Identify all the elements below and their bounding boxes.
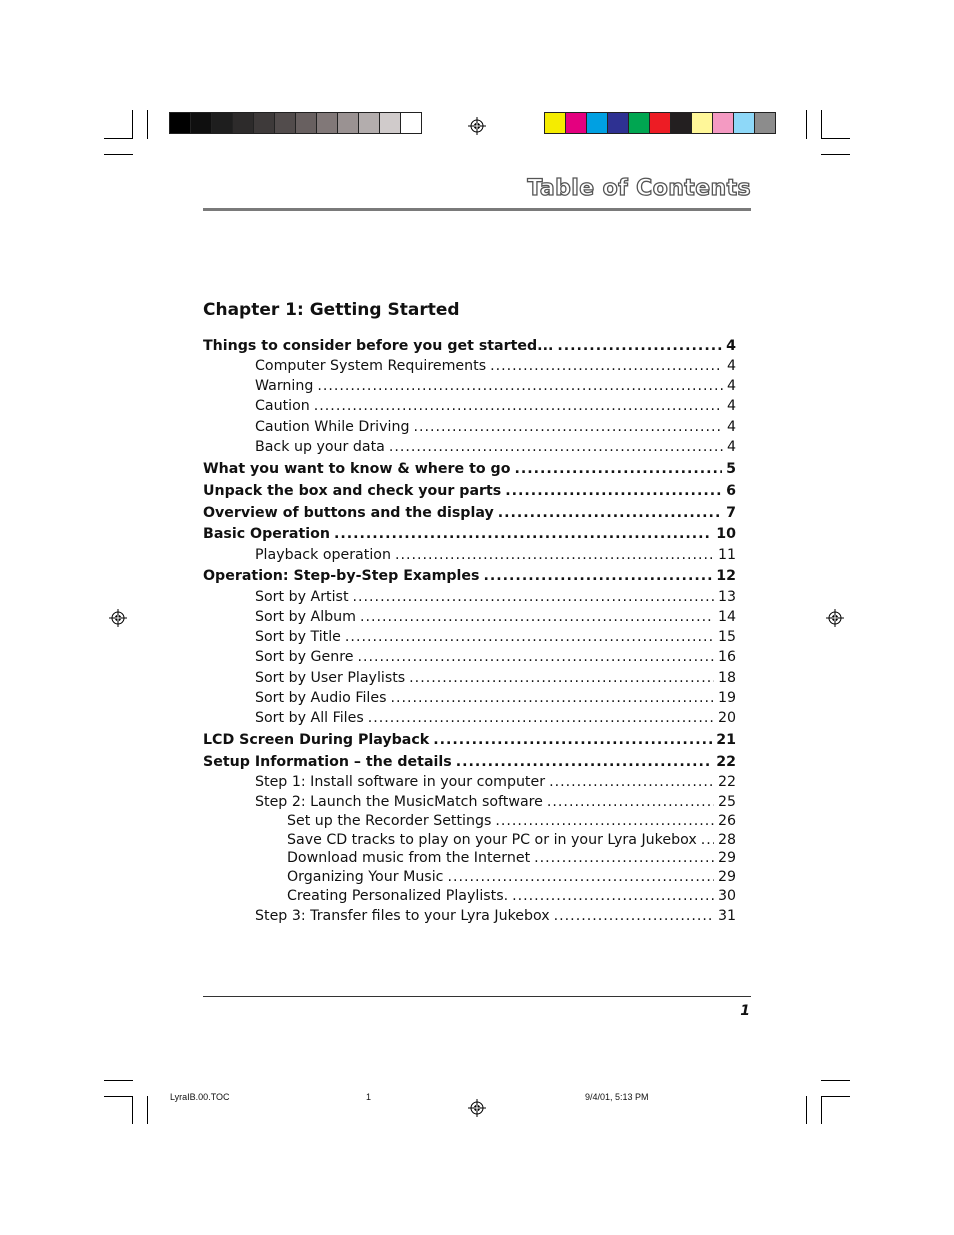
toc-entry: [255, 376, 736, 396]
color-swatch: [338, 113, 359, 133]
color-swatch: [713, 113, 734, 133]
toc-entry: [255, 607, 736, 627]
toc-entry-title: What you want to know & where to go: [203, 461, 511, 477]
color-swatch: [671, 113, 692, 133]
toc-leader-dots: [456, 752, 713, 772]
color-swatch: [254, 113, 275, 133]
toc-leader-dots: [389, 437, 723, 457]
toc-leader-dots: [317, 376, 723, 396]
toc-leader-dots: [495, 811, 714, 831]
toc-leader-dots: [353, 587, 714, 607]
toc-entry-page: 4: [726, 378, 736, 394]
toc-entry-title: Warning: [255, 378, 314, 394]
toc-entry-title: Step 1: Install software in your computer: [255, 774, 546, 790]
toc-entry-page: 6: [726, 483, 736, 499]
toc-entry: [255, 417, 736, 437]
toc-entry-page: 29: [717, 869, 736, 885]
toc-leader-dots: [554, 906, 714, 926]
toc-entry-title: Setup Information – the details: [203, 754, 452, 770]
toc-entry-page: 26: [717, 813, 736, 829]
toc-entry-page: 16: [717, 649, 736, 665]
registration-mark-right-icon: [826, 609, 844, 627]
toc-entry-title: Step 2: Launch the MusicMatch software: [255, 794, 543, 810]
toc-entry-page: 14: [717, 609, 736, 625]
color-swatch: [359, 113, 380, 133]
toc-leader-dots: [395, 545, 714, 565]
toc-entry-page: 28: [717, 832, 736, 848]
toc-leader-dots: [409, 668, 714, 688]
toc-entry: [203, 459, 736, 479]
color-swatch: [275, 113, 296, 133]
toc-leader-dots: [368, 708, 714, 728]
toc-leader-dots: [413, 417, 723, 437]
color-swatch: [692, 113, 713, 133]
toc-entry: [203, 752, 736, 772]
toc-entry-page: 29: [717, 850, 736, 866]
toc-entry-title: Sort by All Files: [255, 710, 364, 726]
toc-entry-title: Set up the Recorder Settings: [287, 813, 492, 829]
toc-entry-page: 4: [726, 358, 736, 374]
toc-leader-dots: [483, 566, 712, 586]
color-swatch: [380, 113, 401, 133]
toc-entry: [287, 848, 736, 868]
toc-leader-dots: [534, 848, 714, 868]
color-swatch: [566, 113, 587, 133]
toc-entry-title: Basic Operation: [203, 526, 330, 542]
color-swatch: [608, 113, 629, 133]
toc-entry-page: 20: [717, 710, 736, 726]
toc-entry: [255, 708, 736, 728]
slug-page: 1: [366, 1092, 372, 1102]
color-swatch: [170, 113, 191, 133]
color-swatch: [629, 113, 650, 133]
toc-leader-dots: [390, 688, 713, 708]
toc-entry-page: 4: [726, 439, 736, 455]
toc-leader-dots: [433, 730, 712, 750]
color-swatch: [191, 113, 212, 133]
toc-entry-title: Sort by Title: [255, 629, 341, 645]
toc-entry-title: Computer System Requirements: [255, 358, 487, 374]
toc-entry-page: 7: [726, 505, 736, 521]
slug-filename: LyraIB.00.TOC: [170, 1092, 230, 1102]
toc-entry-page: 15: [717, 629, 736, 645]
toc-entry: [255, 772, 736, 792]
toc-leader-dots: [547, 792, 714, 812]
toc-entry-title: Save CD tracks to play on your PC or in your Lyra Jukebox: [287, 832, 697, 848]
toc-entry-title: Sort by User Playlists: [255, 670, 406, 686]
color-swatch: [545, 113, 566, 133]
toc-entry-title: Sort by Audio Files: [255, 690, 387, 706]
toc-entry-title: Download music from the Internet: [287, 850, 531, 866]
toc-entry: [255, 396, 736, 416]
color-swatch: [650, 113, 671, 133]
toc-leader-dots: [345, 627, 714, 647]
toc-entry: [255, 587, 736, 607]
toc-entry-page: 21: [716, 732, 736, 748]
toc-entry-page: 22: [716, 754, 736, 770]
toc-entry: [287, 886, 736, 906]
footer-rule: [203, 996, 751, 997]
toc-leader-dots: [334, 524, 712, 544]
toc-entry-page: 4: [726, 419, 736, 435]
toc-leader-dots: [512, 886, 714, 906]
toc-entry: [203, 566, 736, 586]
page-number: 1: [740, 1003, 750, 1019]
chapter-heading: Chapter 1: Getting Started: [203, 300, 460, 320]
toc-entry: [255, 356, 736, 376]
color-swatch: [212, 113, 233, 133]
toc-entry-title: Sort by Album: [255, 609, 356, 625]
toc-entry-title: Things to consider before you get started...: [203, 338, 554, 354]
toc-entry-title: Overview of buttons and the display: [203, 505, 494, 521]
process-color-bar: [544, 112, 776, 134]
toc-entry: [287, 830, 736, 850]
toc-entry: [255, 792, 736, 812]
toc-entry: [255, 906, 736, 926]
slug-date: 9/4/01, 5:13 PM: [585, 1092, 649, 1102]
toc-entry-title: Unpack the box and check your parts: [203, 483, 502, 499]
toc-entry-page: 19: [717, 690, 736, 706]
toc-entry-title: Step 3: Transfer files to your Lyra Jukebox: [255, 908, 550, 924]
toc-leader-dots: [549, 772, 714, 792]
grayscale-color-bar: [169, 112, 422, 134]
toc-leader-dots: [701, 830, 714, 850]
toc-entry-title: Operation: Step-by-Step Examples: [203, 568, 480, 584]
toc-entry-title: Caution While Driving: [255, 419, 410, 435]
toc-entry-title: Sort by Artist: [255, 589, 349, 605]
toc-entry-title: Creating Personalized Playlists.: [287, 888, 509, 904]
toc-entry-page: 10: [716, 526, 736, 542]
color-swatch: [755, 113, 775, 133]
toc-entry-title: Caution: [255, 398, 310, 414]
toc-entry: [255, 437, 736, 457]
title-rule: [203, 208, 751, 211]
toc-entry-title: Back up your data: [255, 439, 385, 455]
toc-entry-page: 13: [717, 589, 736, 605]
toc-leader-dots: [314, 396, 723, 416]
toc-leader-dots: [557, 336, 722, 356]
toc-entry: [255, 668, 736, 688]
toc-entry-title: Playback operation: [255, 547, 391, 563]
color-swatch: [317, 113, 338, 133]
toc-entry-page: 4: [726, 398, 736, 414]
toc-leader-dots: [360, 607, 714, 627]
toc-entry: [203, 336, 736, 356]
toc-entry: [255, 545, 736, 565]
color-swatch: [233, 113, 254, 133]
toc-leader-dots: [447, 867, 713, 887]
toc-entry-page: 31: [717, 908, 736, 924]
toc-leader-dots: [357, 647, 713, 667]
color-swatch: [401, 113, 421, 133]
toc-entry: [203, 481, 736, 501]
toc-entry-title: LCD Screen During Playback: [203, 732, 430, 748]
toc-leader-dots: [505, 481, 722, 501]
toc-entry-page: 30: [717, 888, 736, 904]
toc-entry: [287, 811, 736, 831]
toc-entry-page: 4: [726, 338, 736, 354]
toc-entry-page: 5: [726, 461, 736, 477]
toc-entry-page: 22: [717, 774, 736, 790]
toc-entry-page: 11: [717, 547, 736, 563]
toc-leader-dots: [498, 503, 722, 523]
toc-entry-title: Organizing Your Music: [287, 869, 444, 885]
toc-entry: [203, 503, 736, 523]
page-title: Table of Contents: [527, 176, 751, 201]
toc-entry: [203, 730, 736, 750]
toc-entry-page: 12: [716, 568, 736, 584]
registration-mark-left-icon: [109, 609, 127, 627]
toc-entry: [255, 647, 736, 667]
toc-entry: [287, 867, 736, 887]
toc-leader-dots: [490, 356, 723, 376]
registration-mark-bottom-icon: [468, 1099, 486, 1117]
color-swatch: [296, 113, 317, 133]
toc-entry-page: 25: [717, 794, 736, 810]
color-swatch: [734, 113, 755, 133]
registration-mark-top-icon: [468, 117, 486, 135]
toc-entry-page: 18: [717, 670, 736, 686]
toc-entry-title: Sort by Genre: [255, 649, 354, 665]
toc-entry: [203, 524, 736, 544]
toc-entry: [255, 688, 736, 708]
toc-leader-dots: [514, 459, 722, 479]
color-swatch: [587, 113, 608, 133]
toc-entry: [255, 627, 736, 647]
